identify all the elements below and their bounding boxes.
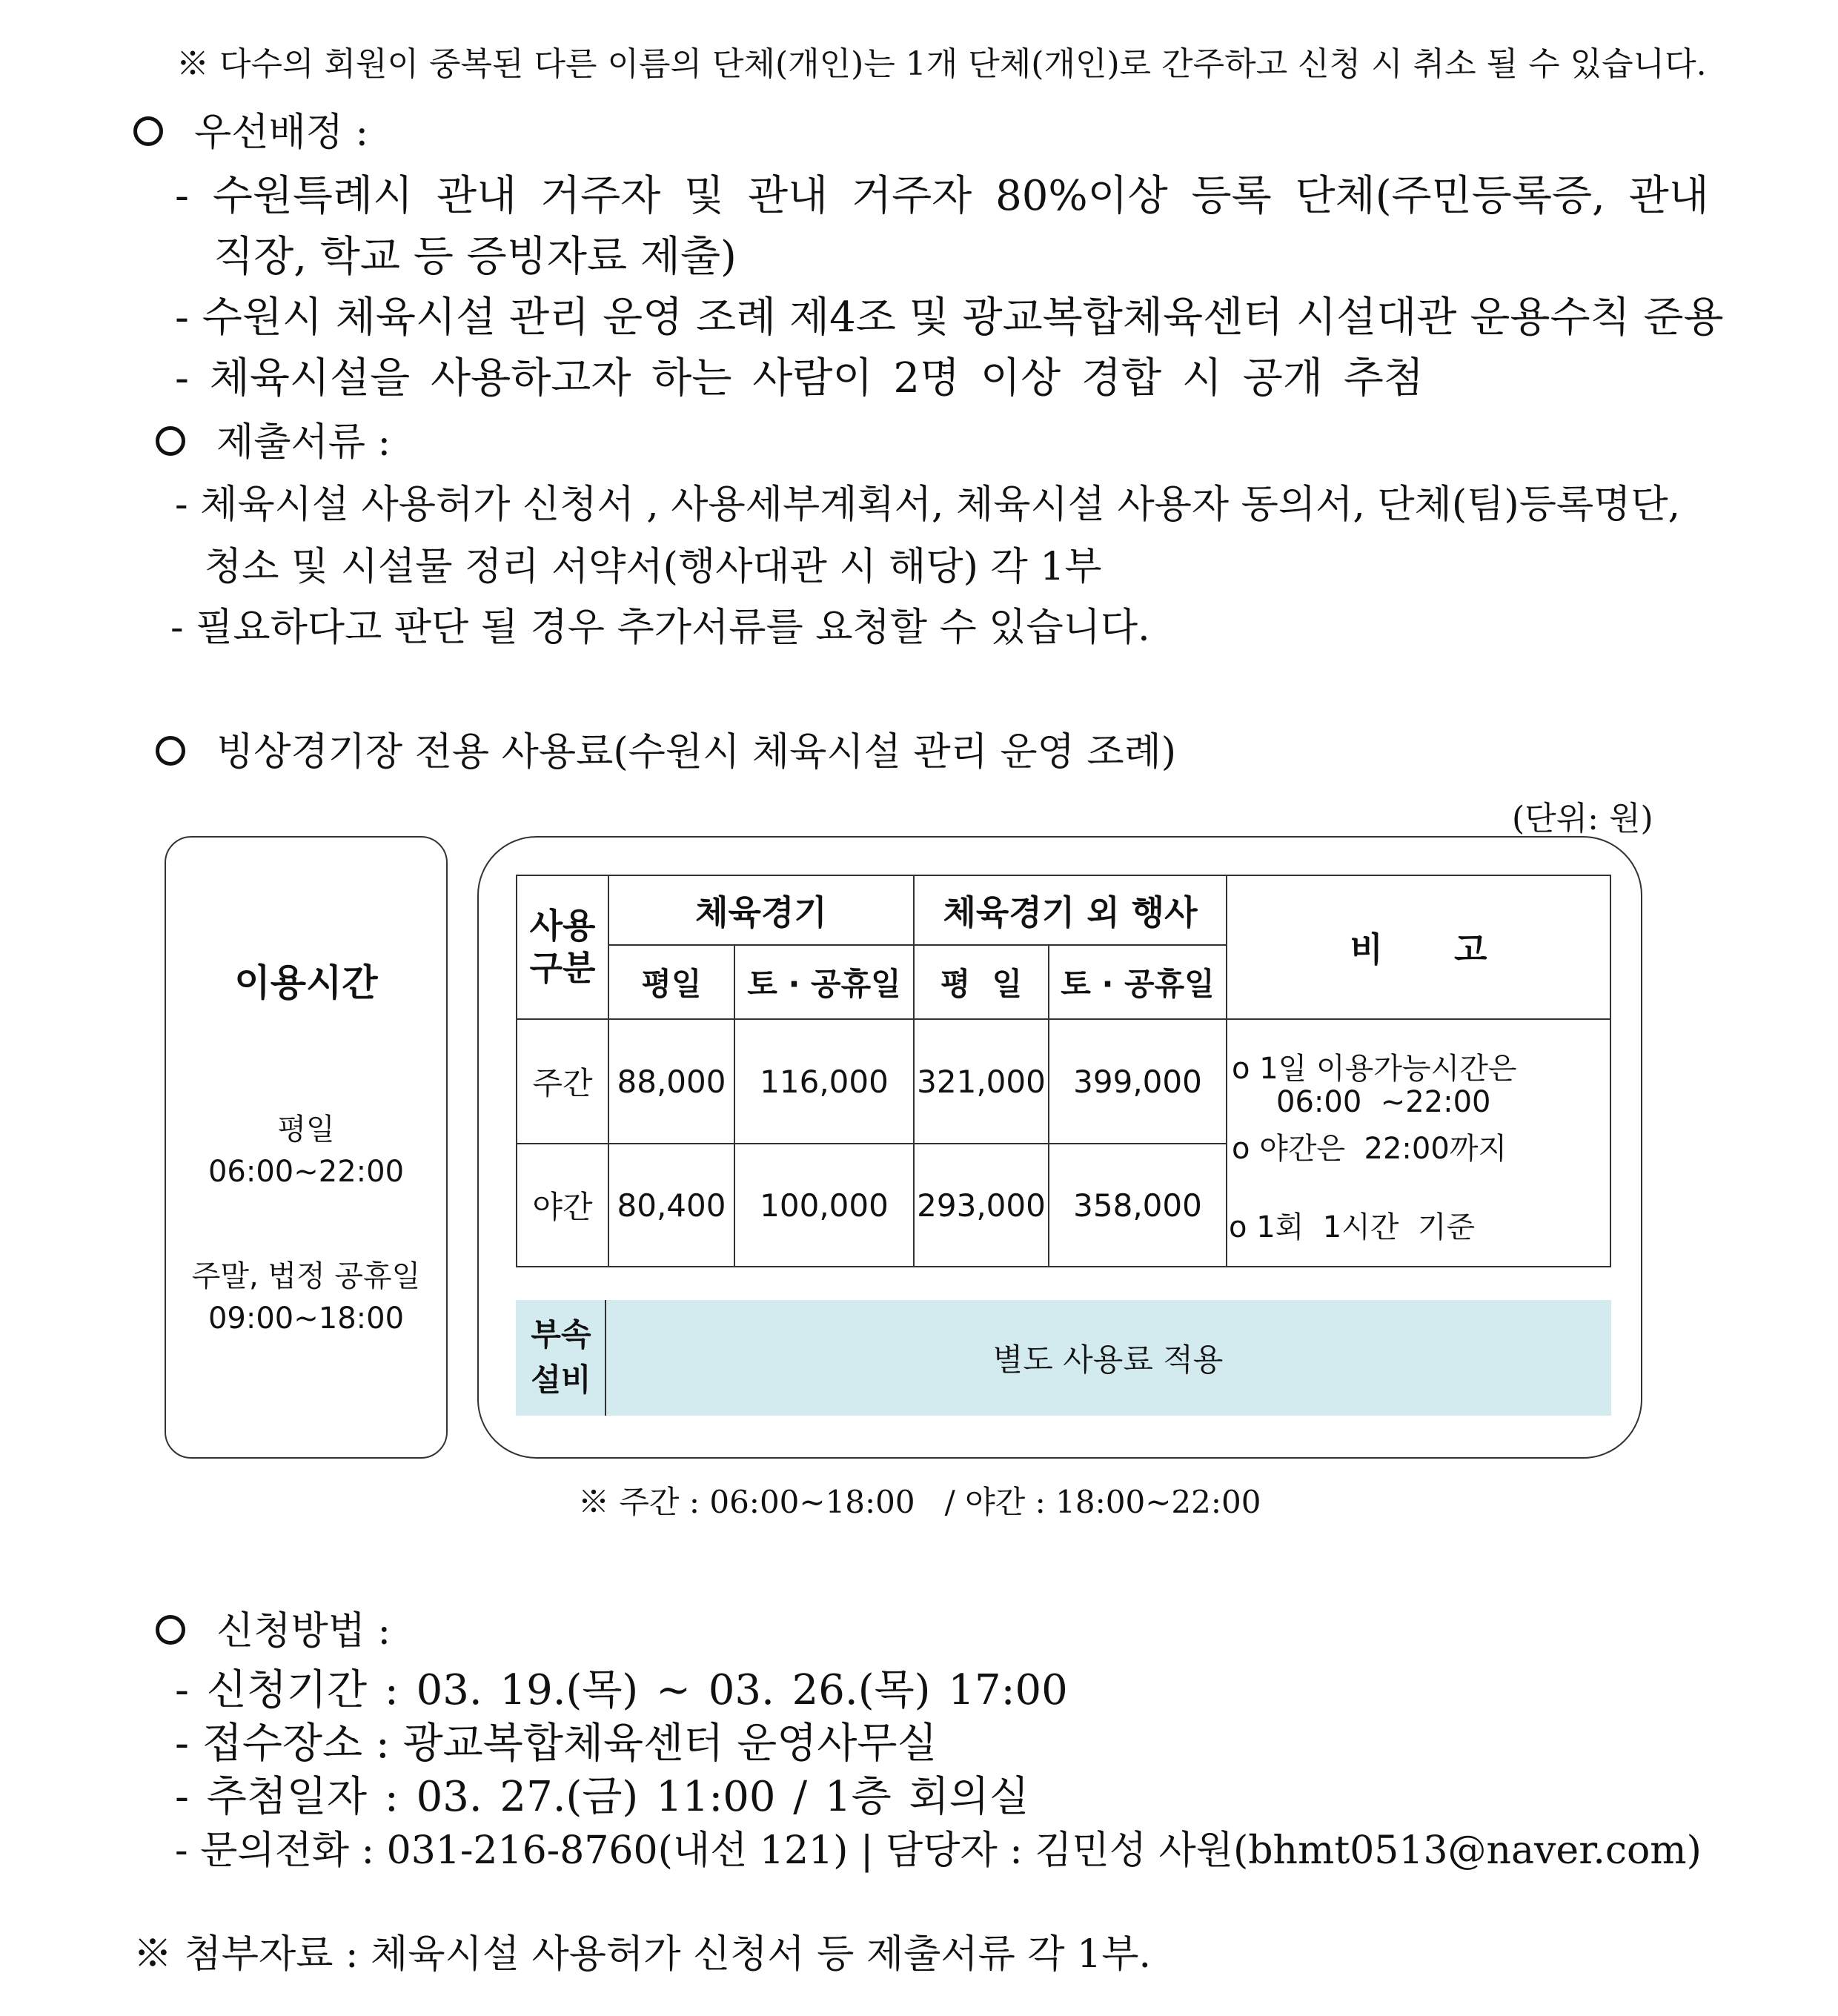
documents-heading-row: [156, 411, 391, 466]
sub-holiday: 토 · 공휴일: [747, 966, 901, 1002]
fee-cell: 358,000: [1073, 1187, 1202, 1224]
sub-weekday-2: 평 일: [940, 966, 1023, 1002]
sub-holiday-2: 토 · 공휴일: [1061, 966, 1215, 1002]
documents-item-1-cont: 청소 및 시설물 정리 서약서(행사대관 시 해당) 각 1부: [205, 545, 1102, 589]
header-sports: 체육경기: [695, 892, 827, 932]
priority-item-1: - 수원특례시 관내 거주자 및 관내 거주자 80%이상 등록 단체(주민등록증, 관내: [175, 172, 1709, 220]
weekday-time: 06:00~22:00: [208, 1155, 405, 1189]
sub-weekday: 평일: [641, 966, 702, 1002]
attachment-note: ※ 첨부자료 : 체육시설 사용허가 신청서 등 제출서류 각 1부.: [133, 1932, 1152, 1977]
circle-bullet-icon: [156, 1615, 185, 1645]
fee-cell: 399,000: [1073, 1063, 1202, 1100]
unit-label: (단위: 원): [1512, 800, 1653, 838]
application-heading: 신청방법 :: [216, 1609, 391, 1654]
documents-heading: 제출서류 :: [216, 420, 391, 465]
equipment-value: 별도 사용료 적용: [992, 1342, 1224, 1378]
priority-item-3: - 체육시설을 사용하고자 하는 사람이 2명 이상 경합 시 공개 추첨: [175, 354, 1424, 402]
circle-bullet-icon: [156, 736, 185, 766]
time-note: ※ 주간 : 06:00~18:00 / 야간 : 18:00~22:00: [578, 1484, 1261, 1520]
row-label-night: 야간: [532, 1189, 593, 1225]
remark-1-cont: 06:00 ~22:00: [1276, 1085, 1491, 1119]
remark-1: o 1일 이용가능시간은: [1232, 1052, 1517, 1086]
remark-2: o 야간은 22:00까지: [1232, 1132, 1507, 1166]
priority-heading-row: [133, 101, 368, 156]
application-contact: - 문의전화 : 031-216-8760(내선 121) | 담당자 : 김민성 사원(bhmt0513@naver.com): [175, 1828, 1702, 1873]
hours-title: 이용시간: [234, 961, 378, 1004]
fee-heading-row: [156, 720, 1176, 776]
header-remarks: 비 고: [1350, 929, 1487, 969]
priority-item-2: - 수원시 체육시설 관리 운영 조례 제4조 및 광교복합체육센터 시설대관 운용수칙 준용: [175, 294, 1724, 342]
application-place: - 접수장소 : 광교복합체육센터 운영사무실: [175, 1720, 938, 1768]
weekday-label: 평일: [277, 1113, 335, 1147]
priority-heading: 우선배정 :: [194, 110, 368, 155]
remark-3: o 1회 1시간 기준: [1229, 1210, 1476, 1244]
fee-cell: 88,000: [617, 1063, 726, 1100]
documents-item-1: - 체육시설 사용허가 신청서 , 사용세부계획서, 체육시설 사용자 동의서, 단체(팀)등록명단,: [175, 483, 1681, 527]
fee-cell: 321,000: [917, 1063, 1046, 1100]
circle-bullet-icon: [133, 116, 163, 146]
hours-panel: [165, 836, 448, 1459]
fee-heading: 빙상경기장 전용 사용료(수원시 체육시설 관리 운영 조례): [216, 730, 1177, 775]
fee-cell: 293,000: [917, 1187, 1046, 1224]
fee-cell: 116,000: [760, 1063, 889, 1100]
weekend-time: 09:00~18:00: [208, 1302, 405, 1336]
row-label-day: 주간: [532, 1065, 593, 1101]
application-period: - 신청기간 : 03. 19.(목) ~ 03. 26.(목) 17:00: [175, 1666, 1068, 1714]
header-category: 사용 구분: [529, 905, 596, 988]
documents-item-2: - 필요하다고 판단 될 경우 추가서류를 요청할 수 있습니다.: [170, 606, 1150, 650]
equipment-label: 부속 설비: [531, 1316, 591, 1398]
fee-cell: 100,000: [760, 1187, 889, 1224]
fee-cell: 80,400: [617, 1187, 726, 1224]
duplicate-note: ※ 다수의 회원이 중복된 다른 이름의 단체(개인)는 1개 단체(개인)로 간주하고 신청 시 취소 될 수 있습니다.: [176, 45, 1707, 83]
application-heading-row: [156, 1599, 391, 1655]
circle-bullet-icon: [156, 426, 185, 456]
header-events: 체육경기 외 행사: [943, 892, 1198, 932]
weekend-label: 주말, 법정 공휴일: [191, 1259, 421, 1293]
priority-item-1-cont: 직장, 학교 등 증빙자료 제출): [213, 233, 737, 281]
application-draw-date: - 추첨일자 : 03. 27.(금) 11:00 / 1층 회의실: [175, 1773, 1029, 1821]
